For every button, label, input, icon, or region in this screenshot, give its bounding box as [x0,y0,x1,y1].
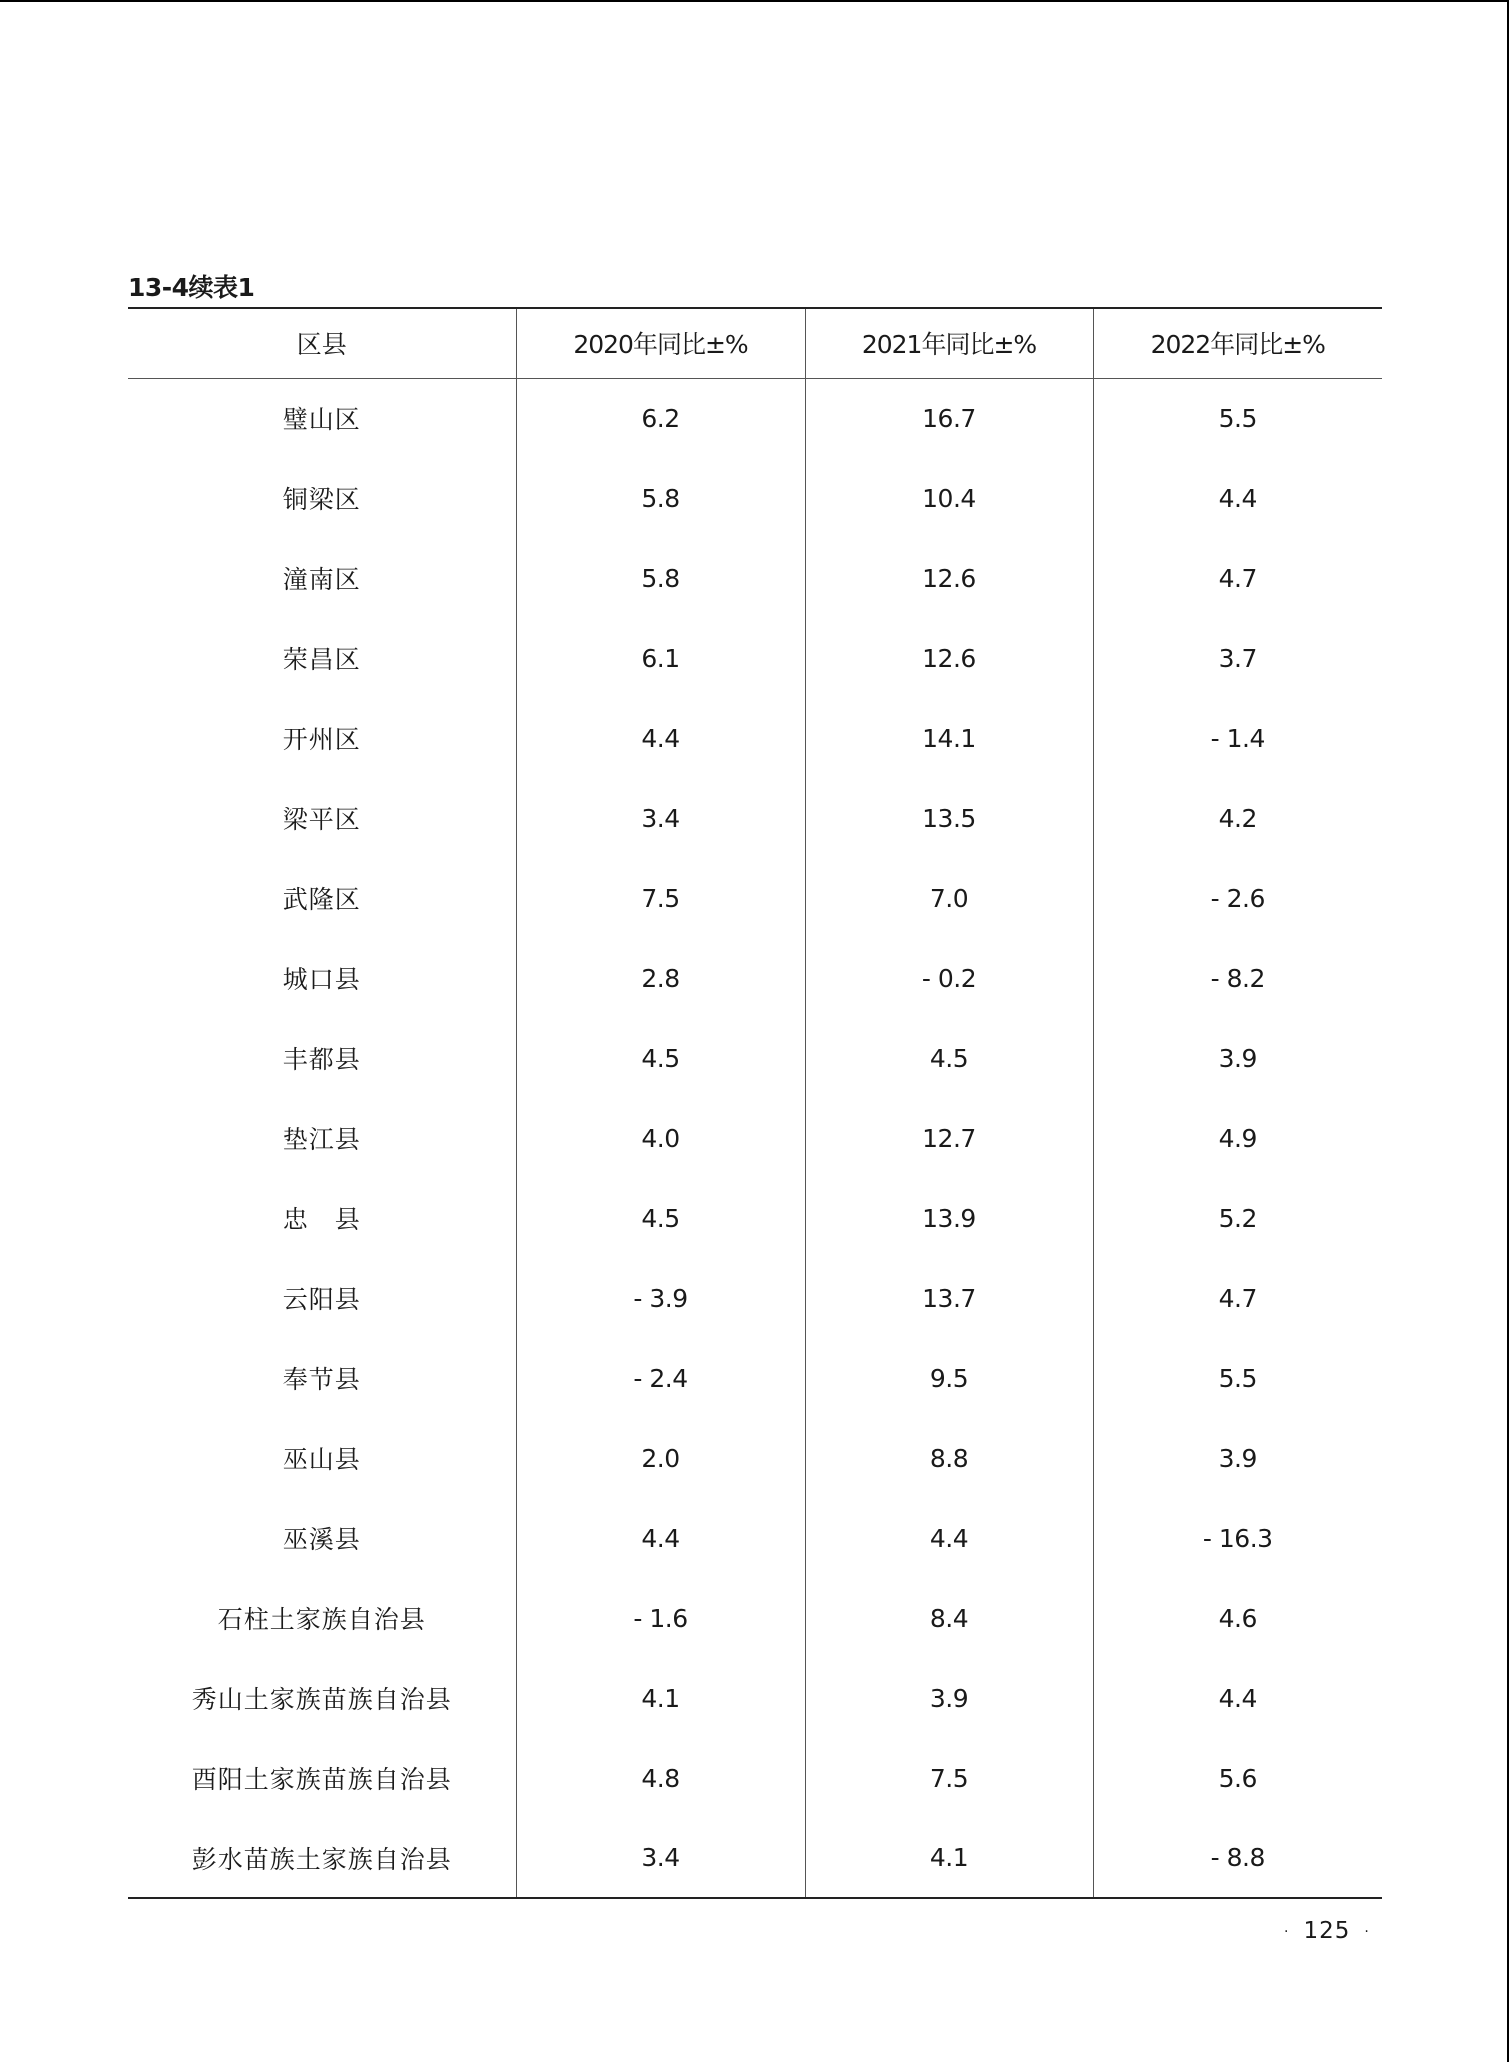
cell-2020: 5.8 [516,458,805,538]
cell-2022: 5.6 [1093,1738,1382,1818]
cell-2022: 5.2 [1093,1178,1382,1258]
cell-2022: 4.2 [1093,778,1382,858]
cell-2020: 2.0 [516,1418,805,1498]
cell-2022: 4.7 [1093,538,1382,618]
table-row [128,378,1382,458]
table-row [128,1098,1382,1178]
cell-2020: 6.2 [516,378,805,458]
cell-county: 武隆区 [282,885,361,914]
cell-2022: 3.9 [1093,1418,1382,1498]
header-2022: 2022年同比±% [1093,308,1382,378]
cell-2022: - 16.3 [1093,1498,1382,1578]
table-row [128,1818,1382,1898]
cell-2021: 4.5 [805,1018,1093,1098]
cell-county: 奉节县 [282,1365,361,1394]
cell-county: 云阳县 [282,1285,361,1314]
cell-2022: 4.4 [1093,1658,1382,1738]
cell-county: 秀山土家族苗族自治县 [191,1685,452,1714]
cell-2021: 4.1 [805,1818,1093,1898]
cell-2020: - 3.9 [516,1258,805,1338]
table-row [128,1498,1382,1578]
table-row [128,1338,1382,1418]
table-row [128,698,1382,778]
cell-2021: 12.6 [805,538,1093,618]
cell-2021: 12.6 [805,618,1093,698]
cell-2020: 4.8 [516,1738,805,1818]
cell-2021: 4.4 [805,1498,1093,1578]
cell-county: 铜梁区 [282,485,361,514]
cell-2021: 13.5 [805,778,1093,858]
cell-2020: 7.5 [516,858,805,938]
cell-2021: 8.8 [805,1418,1093,1498]
cell-2020: 4.5 [516,1018,805,1098]
cell-county: 巫山县 [282,1445,361,1474]
cell-2022: - 2.6 [1093,858,1382,938]
table-row [128,1258,1382,1338]
cell-county: 璧山区 [282,405,361,435]
cell-2020: 5.8 [516,538,805,618]
cell-2020: - 2.4 [516,1338,805,1418]
table-row [128,778,1382,858]
header-2021: 2021年同比±% [805,308,1093,378]
cell-2021: - 0.2 [805,938,1093,1018]
cell-county: 城口县 [282,965,361,994]
page-footer [1270,1918,1384,1944]
table-header-row [128,308,1382,378]
page-number: 125 [1303,1918,1351,1944]
cell-2022: 5.5 [1093,378,1382,458]
cell-2022: 4.4 [1093,458,1382,538]
cell-2021: 14.1 [805,698,1093,778]
cell-county: 丰都县 [282,1045,361,1074]
cell-2021: 9.5 [805,1338,1093,1418]
cell-county: 潼南区 [282,565,361,594]
cell-2022: 3.7 [1093,618,1382,698]
cell-county: 巫溪县 [282,1525,361,1554]
cell-county: 忠 县 [282,1205,361,1234]
table-row [128,1658,1382,1738]
table-row [128,858,1382,938]
cell-2022: 4.7 [1093,1258,1382,1338]
cell-county: 开州区 [282,725,361,754]
table-row [128,1578,1382,1658]
cell-2021: 7.0 [805,858,1093,938]
cell-county: 石柱土家族自治县 [217,1605,426,1634]
cell-2020: 2.8 [516,938,805,1018]
cell-2020: 6.1 [516,618,805,698]
cell-county: 荣昌区 [282,645,361,674]
table-row [128,1738,1382,1818]
cell-2020: 4.1 [516,1658,805,1738]
cell-2021: 13.7 [805,1258,1093,1338]
data-table-container [128,307,1382,1899]
header-2020: 2020年同比±% [516,308,805,378]
cell-2020: 4.0 [516,1098,805,1178]
cell-2022: - 8.8 [1093,1818,1382,1898]
cell-county: 梁平区 [282,805,361,834]
table-row [128,538,1382,618]
cell-2022: 5.5 [1093,1338,1382,1418]
cell-2021: 7.5 [805,1738,1093,1818]
table-row [128,1418,1382,1498]
cell-2020: 3.4 [516,778,805,858]
data-table [128,307,1382,1899]
cell-2020: 3.4 [516,1818,805,1898]
cell-2022: 3.9 [1093,1018,1382,1098]
cell-2021: 12.7 [805,1098,1093,1178]
cell-2021: 3.9 [805,1658,1093,1738]
table-row [128,1178,1382,1258]
table-body [128,378,1382,1898]
cell-2022: - 8.2 [1093,938,1382,1018]
cell-county: 酉阳土家族苗族自治县 [191,1765,452,1794]
table-row [128,1018,1382,1098]
cell-2022: 4.6 [1093,1578,1382,1658]
cell-2021: 8.4 [805,1578,1093,1658]
footer-dot-right: · [1364,1923,1370,1940]
cell-2021: 16.7 [805,378,1093,458]
cell-2022: 4.9 [1093,1098,1382,1178]
cell-county: 垫江县 [282,1125,361,1154]
cell-2020: 4.4 [516,1498,805,1578]
table-title: 13-4续表1 [128,273,255,302]
cell-2020: 4.5 [516,1178,805,1258]
cell-2020: 4.4 [516,698,805,778]
cell-2020: - 1.6 [516,1578,805,1658]
footer-dot-left: · [1284,1923,1290,1940]
cell-county: 彭水苗族土家族自治县 [191,1844,452,1874]
page-border-top [0,0,1509,2]
table-row [128,458,1382,538]
header-county: 区县 [128,308,516,378]
cell-2021: 10.4 [805,458,1093,538]
table-row [128,618,1382,698]
cell-2022: - 1.4 [1093,698,1382,778]
cell-2021: 13.9 [805,1178,1093,1258]
table-row [128,938,1382,1018]
